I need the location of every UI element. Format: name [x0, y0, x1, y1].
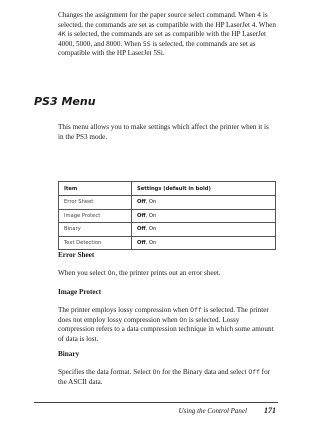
- default-value: Off: [137, 239, 146, 246]
- other-values: , On: [145, 226, 157, 233]
- default-value: Off: [137, 226, 146, 233]
- code-value: On: [107, 269, 116, 277]
- code-value: Off: [190, 306, 202, 314]
- text-segment: , the printer prints out an error sheet.: [115, 269, 221, 277]
- code-value: 4: [257, 11, 262, 19]
- error-sheet-heading: Error Sheet: [58, 251, 95, 259]
- table-cell-item: Text Detection: [59, 236, 132, 250]
- table-row: [59, 223, 276, 237]
- text-segment: is selected, the commands are set as compatible with the HP LaserJet 5Si.: [58, 39, 256, 58]
- other-values: , On: [145, 199, 157, 206]
- text-segment: Changes the assignment for the paper source select command. When: [58, 11, 258, 19]
- section-description: This menu allows you to make settings which affect the printer when it is in the PS3 mode.: [58, 123, 269, 141]
- code-value: Off: [248, 368, 260, 376]
- code-value: On: [179, 315, 188, 324]
- text-segment: Specifies the data format. Select: [58, 368, 153, 376]
- text-segment: When you select: [58, 269, 108, 277]
- settings-table: [58, 181, 276, 250]
- text-segment: for the ASCII data.: [58, 368, 271, 386]
- default-value: Off: [137, 212, 146, 219]
- table-cell-settings: [132, 223, 276, 237]
- code-value: 5S: [142, 39, 151, 48]
- image-protect-heading: Image Protect: [58, 288, 102, 296]
- table-row: [59, 209, 276, 223]
- code-value: On: [152, 368, 161, 376]
- table-cell-settings: [132, 196, 276, 210]
- image-protect-paragraph: [58, 306, 276, 344]
- table-header-item: Item: [59, 182, 132, 196]
- table-row: [59, 196, 276, 210]
- text-segment: is selected. The printer does not employ lossy compression when: [58, 306, 269, 324]
- binary-heading: Binary: [58, 350, 80, 358]
- footer-divider: [34, 402, 278, 403]
- section-heading: PS3 Menu: [34, 95, 96, 108]
- default-value: Off: [137, 199, 146, 206]
- page-number: 171: [264, 406, 276, 415]
- error-sheet-paragraph: [58, 269, 276, 279]
- table-header-settings: Settings (default in bold): [132, 182, 276, 196]
- table-cell-item: Error Sheet: [59, 196, 132, 210]
- table-cell-settings: [132, 236, 276, 250]
- other-values: , On: [145, 239, 157, 246]
- code-value: 4K: [58, 30, 66, 39]
- other-values: , On: [145, 212, 157, 219]
- intro-paragraph: [58, 11, 276, 59]
- table-header-row: [59, 182, 276, 196]
- table-cell-item: Image Protect: [59, 209, 132, 223]
- table-cell-settings: [132, 209, 276, 223]
- text-segment: is selected, the commands are set as compatible with the HP LaserJet 4000, 5000, and 8000. When: [58, 30, 267, 48]
- text-segment: is selected. Lossy compression refers to a data compression technique in which some amount of data is lost.: [58, 315, 274, 343]
- text-segment: is selected, the commands are set as compatible with the HP LaserJet 4. When: [58, 11, 276, 29]
- footer-chapter-title: Using the Control Panel: [178, 407, 247, 415]
- table-cell-item: Binary: [59, 223, 132, 237]
- binary-paragraph: [58, 368, 276, 387]
- text-segment: for the Binary data and select: [160, 368, 249, 376]
- table-row: [59, 236, 276, 250]
- text-segment: The printer employs lossy compression when: [58, 306, 191, 314]
